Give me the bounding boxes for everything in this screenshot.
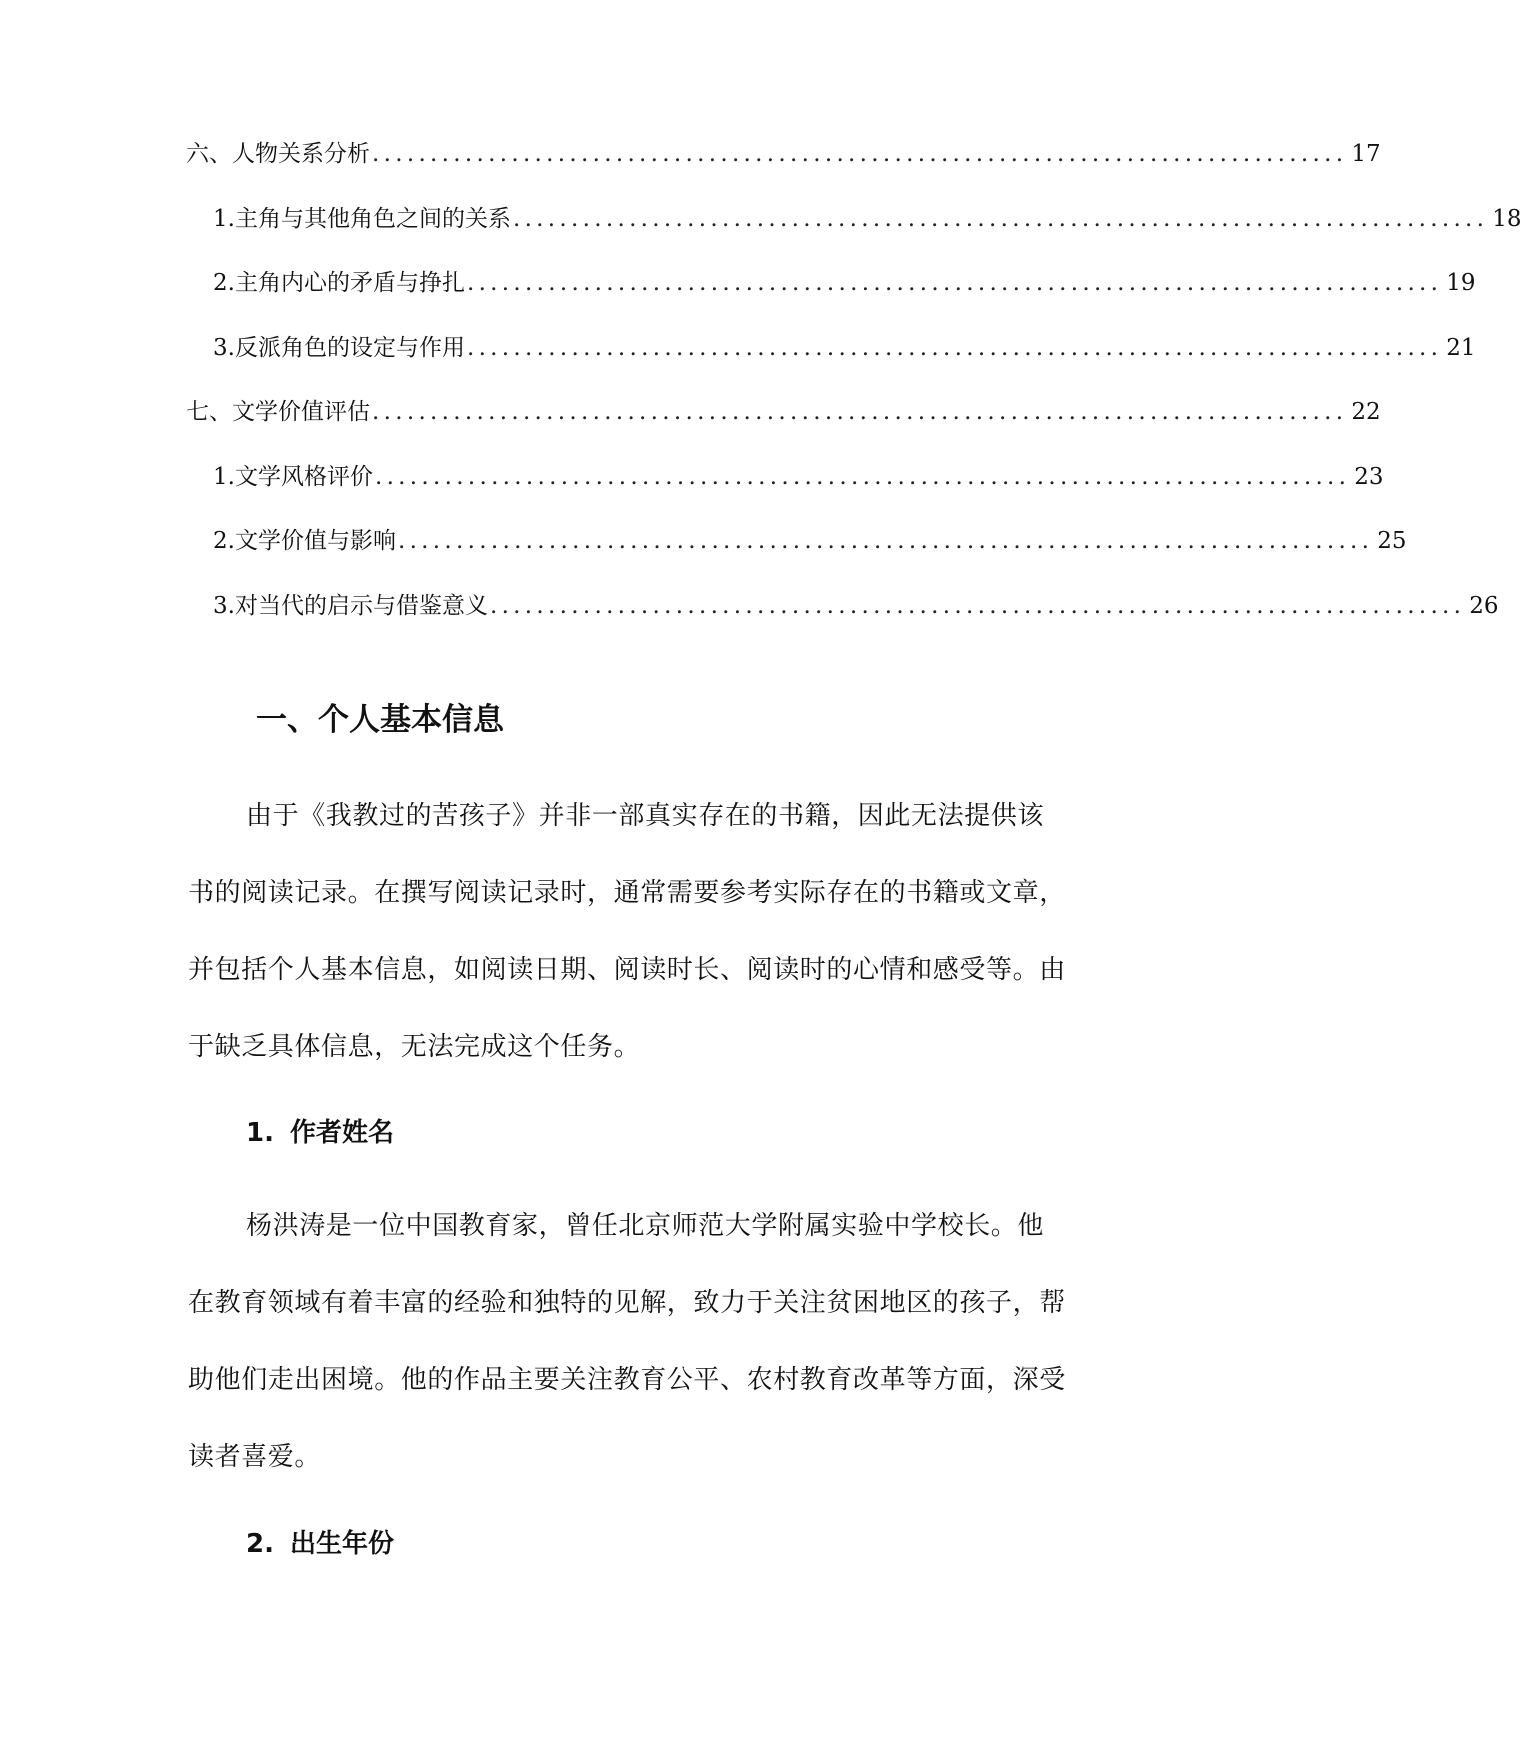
- toc-entry-title: 文学价值与影响: [234, 528, 396, 554]
- toc-entry-title: 主角内心的矛盾与挣扎: [234, 270, 465, 296]
- toc-entry-number: 2.: [213, 270, 235, 296]
- toc-leader-dots: ....................................................................................: [466, 334, 1443, 361]
- toc-entry-number: 2.: [213, 528, 235, 554]
- toc-entry-number: 3.: [213, 592, 235, 619]
- toc-leader-dots: ....................................................................................: [372, 399, 1348, 425]
- subsection-heading: [246, 1115, 394, 1151]
- toc-entry-title: 反派角色的设定与作用: [234, 334, 465, 361]
- toc-entry-number: 3.: [213, 334, 235, 361]
- toc-leader-dots: ....................................................................................: [374, 463, 1351, 490]
- toc-entry-page: 26: [1469, 592, 1499, 619]
- toc-entry-page: 19: [1446, 270, 1476, 296]
- section-paragraph: 由于《我教过的苦孩子》并非一部真实存在的书籍，因此无法提供该书的阅读记录。在撰写阅读记录时，通常需要参考实际存在的书籍或文章，并包括个人基本信息，如阅读日期、阅读时长、阅读时的心情和感受等。由于缺乏具体信息，无法完成这个任务。: [188, 801, 1066, 1062]
- subsection-number: 1.: [246, 1118, 274, 1148]
- toc-entry-number: 1.: [213, 463, 235, 490]
- toc-leader-dots: ....................................................................................: [512, 205, 1489, 232]
- subsection-heading: [246, 1526, 394, 1562]
- toc-entry-page: 22: [1351, 399, 1381, 425]
- toc-entry[interactable]: [186, 140, 1381, 205]
- section-heading: 一、个人基本信息: [256, 702, 504, 738]
- toc-entry[interactable]: [186, 334, 1476, 399]
- toc-leader-dots: ....................................................................................: [466, 270, 1443, 296]
- subsection-title: 作者姓名: [290, 1118, 395, 1148]
- toc-leader-dots: ....................................................................................: [372, 141, 1348, 167]
- toc-entry-page: 18: [1492, 205, 1522, 232]
- toc-entry-page: 23: [1354, 463, 1384, 490]
- subsection-title: 出生年份: [290, 1529, 395, 1559]
- toc-entry[interactable]: [186, 463, 1384, 528]
- toc-entry-title: 文学风格评价: [234, 463, 373, 490]
- toc-entry-page: 17: [1351, 141, 1381, 167]
- toc-entry-page: 21: [1446, 334, 1476, 361]
- toc-entry-title: 六、人物关系分析: [186, 141, 370, 167]
- table-of-contents: [186, 140, 1522, 656]
- toc-entry-page: 25: [1377, 528, 1407, 554]
- toc-leader-dots: ....................................................................................: [397, 528, 1374, 554]
- toc-leader-dots: ....................................................................................: [489, 592, 1466, 619]
- toc-entry[interactable]: [186, 527, 1407, 592]
- toc-entry[interactable]: [186, 205, 1522, 270]
- toc-entry-title: 主角与其他角色之间的关系: [234, 205, 511, 232]
- toc-entry-title: 七、文学价值评估: [186, 399, 370, 425]
- toc-entry[interactable]: [186, 398, 1381, 463]
- toc-entry[interactable]: [186, 592, 1499, 657]
- toc-entry-number: 1.: [213, 205, 235, 232]
- toc-entry-title: 对当代的启示与借鉴意义: [234, 592, 488, 619]
- subsection-number: 2.: [246, 1529, 274, 1559]
- subsection-paragraph: 杨洪涛是一位中国教育家，曾任北京师范大学附属实验中学校长。他在教育领域有着丰富的经验和独特的见解，致力于关注贫困地区的孩子，帮助他们走出困境。他的作品主要关注教育公平、农村教育改革等方面，深受读者喜爱。: [188, 1211, 1066, 1472]
- toc-entry[interactable]: [186, 269, 1476, 334]
